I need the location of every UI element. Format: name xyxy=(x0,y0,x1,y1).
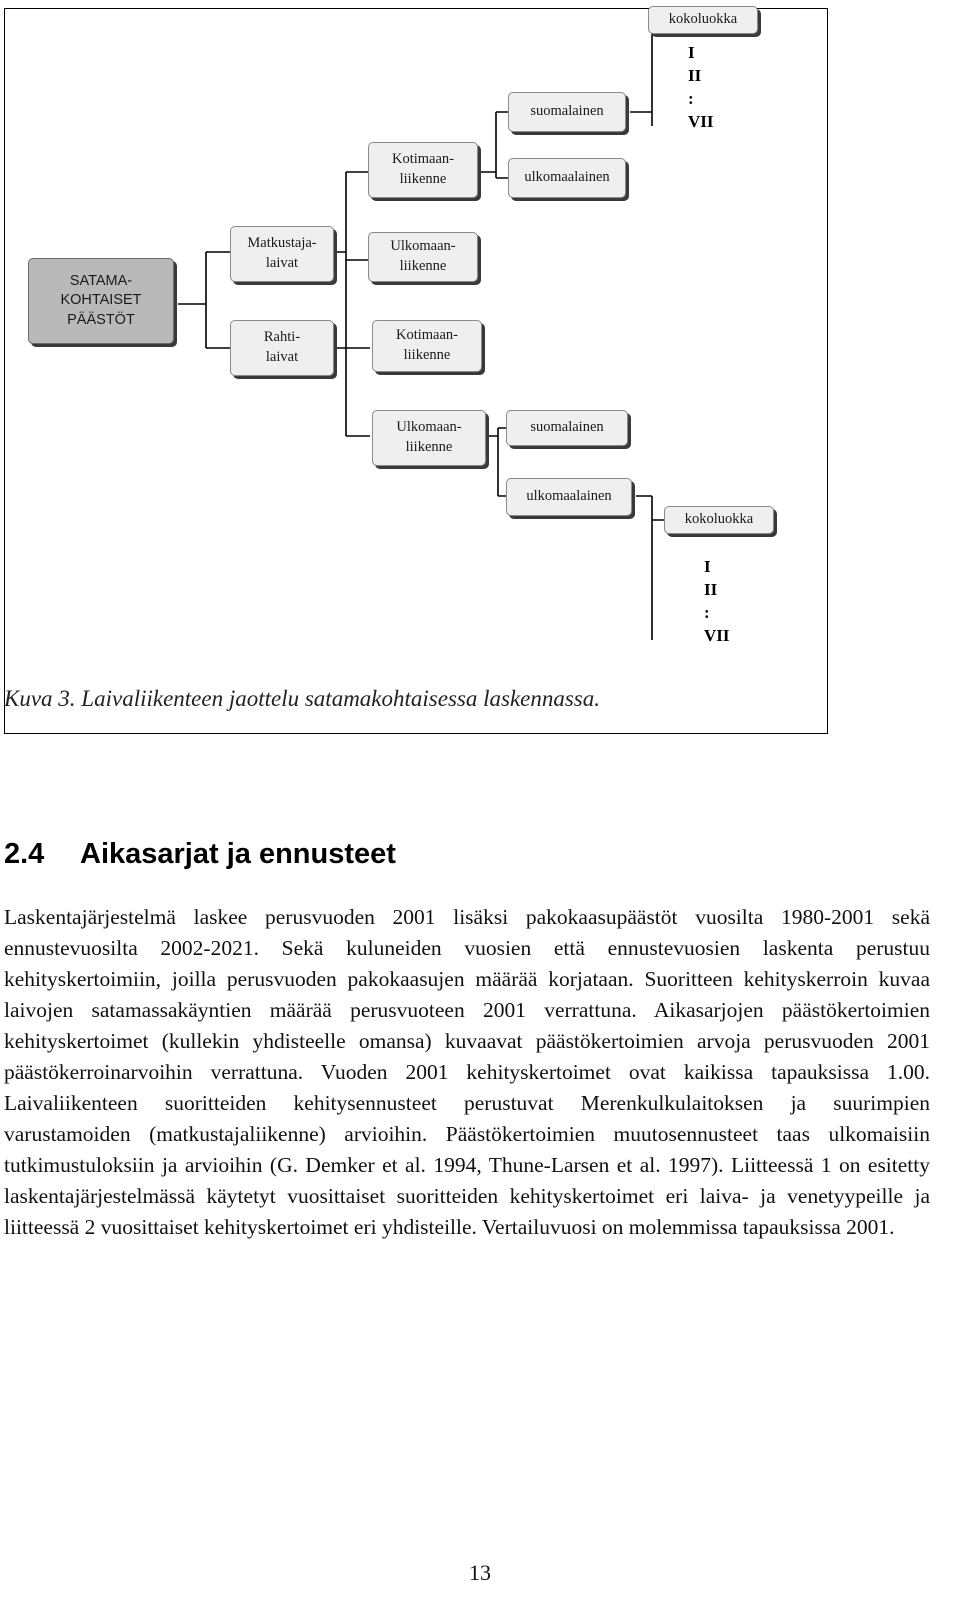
section-heading xyxy=(4,838,396,871)
node-ulkomaalainen-bottom: ulkomaalainen xyxy=(506,478,632,516)
node-rahtilaivat: Rahti- laivat xyxy=(230,320,334,376)
node-ulkomaanliikenne-mid: Ulkomaan- liikenne xyxy=(368,232,478,282)
size-classes-bottom: I II : VII xyxy=(704,557,730,645)
node-ulkomaalainen-top: ulkomaalainen xyxy=(508,158,626,198)
node-matkustajalaivat: Matkustaja- laivat xyxy=(230,226,334,282)
node-kotimaanliikenne-top: Kotimaan- liikenne xyxy=(368,142,478,198)
node-kokoluokka-bottom: kokoluokka xyxy=(664,506,774,534)
node-kokoluokka-top: kokoluokka xyxy=(648,6,758,34)
root-node-satamakohtaiset-paastot: SATAMA- KOHTAISET PÄÄSTÖT xyxy=(28,258,174,344)
node-suomalainen-bottom: suomalainen xyxy=(506,410,628,446)
node-suomalainen-top: suomalainen xyxy=(508,92,626,132)
node-kotimaanliikenne-mid: Kotimaan- liikenne xyxy=(372,320,482,372)
body-paragraph: Laskentajärjestelmä laskee perusvuoden 2001 lisäksi pakokaasupäästöt vuosilta 1980-2001 sekä ennustevuosilta 2002-2021. Sekä kuluneiden vuosien että ennustevuosien laskenta perustuu kehityskertoimiin, joilla perusvuoden pakokaasujen määrää korjataan. Suoritteen kehityskerroin kuvaa laivojen satamassakäyntien määrää perusvuoteen 2001 verrattuna. Aikasarjojen päästökertoimien kehityskertoimet (kullekin yhdisteelle omansa) kuvaavat päästökertoimien arvoja perusvuoden 2001 päästökerroinarvoihin verrattuna. Vuoden 2001 kehityskertoimet ovat kaikissa tapauksissa 1.00. Laivaliikenteen suoritteiden kehitysennusteet perustuvat Merenkulkulaitoksen ja suurimpien varustamoiden (matkustajaliikenne) arvioihin. Päästökertoimien muutosennusteet taas ulkomaisiin tutkimustuloksiin ja arvioihin (G. Demker et al. 1994, Thune-Larsen et al. 1997). Liitteessä 1 on esitetty laskentajärjestelmässä käytetyt vuosittaiset suoritteiden kehityskertoimet eri laiva- ja venetyypeille ja liitteessä 2 vuosittaiset kehityskertoimet eri yhdisteille. Vertailuvuosi on molemmissa tapauksissa 2001. xyxy=(4,905,930,1239)
page-number: 13 xyxy=(469,1560,491,1585)
section-title: Aikasarjat ja ennusteet xyxy=(80,838,396,870)
size-classes-top: I II : VII xyxy=(688,43,714,131)
section-number: 2.4 xyxy=(4,838,45,870)
figure-caption: Kuva 3. Laivaliikenteen jaottelu satamakohtaisessa laskennassa. xyxy=(4,686,601,711)
node-ulkomaanliikenne-bottom: Ulkomaan- liikenne xyxy=(372,410,486,466)
